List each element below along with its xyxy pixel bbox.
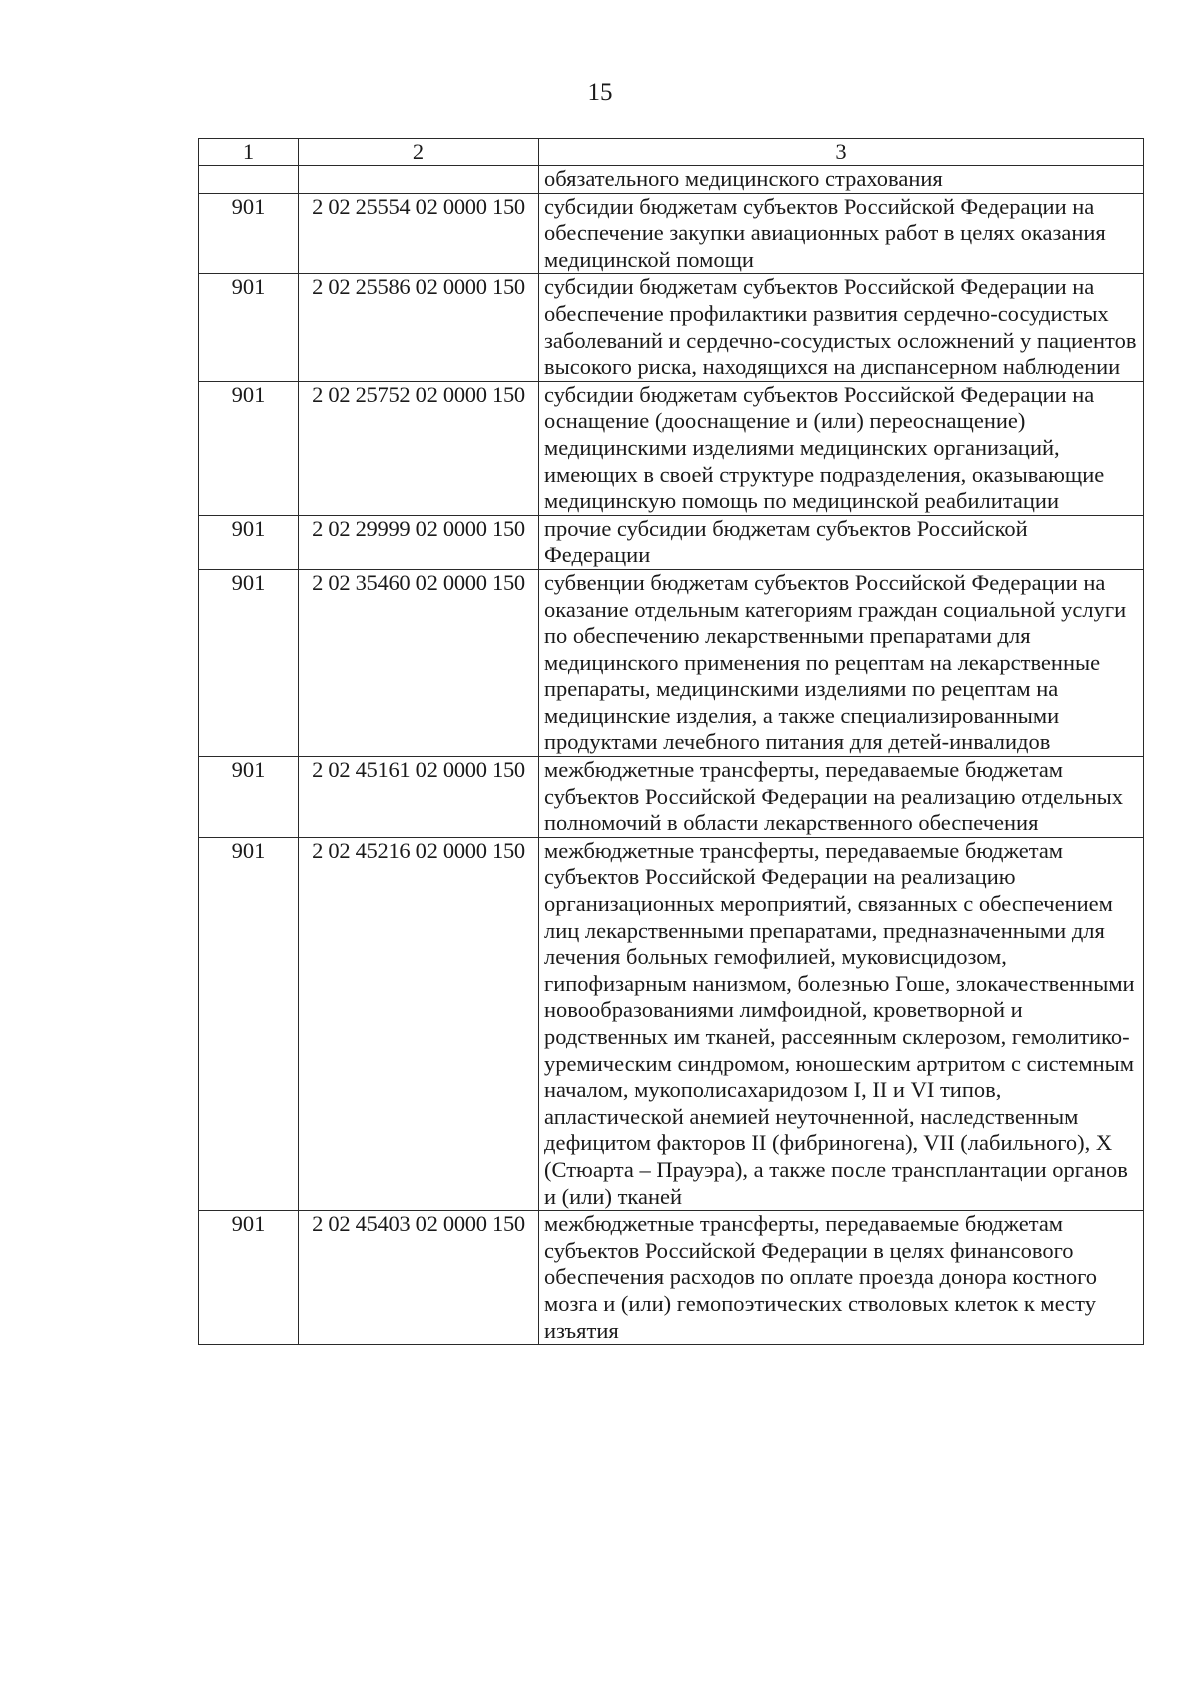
admin-cell: 901	[199, 569, 299, 756]
admin-cell: 901	[199, 515, 299, 569]
revenue-codes-table	[198, 138, 1144, 1345]
column-header-3: 3	[539, 139, 1144, 166]
continuation-row	[199, 166, 1144, 194]
description-cell: прочие субсидии бюджетам субъектов Российской Федерации	[539, 515, 1144, 569]
description-cell: субсидии бюджетам субъектов Российской Федерации на оснащение (дооснащение и (или) переоснащение) медицинскими изделиями медицинских организаций, имеющих в своей структуре подразделения, оказывающие медицинскую помощь по медицинской реабилитации	[539, 381, 1144, 515]
table-row	[199, 569, 1144, 756]
column-header-2: 2	[299, 139, 539, 166]
code-cell: 2 02 35460 02 0000 150	[299, 569, 539, 756]
description-cell: обязательного медицинского страхования	[539, 166, 1144, 194]
table-row	[199, 381, 1144, 515]
table-row	[199, 193, 1144, 274]
admin-cell: 901	[199, 757, 299, 838]
code-cell	[299, 166, 539, 194]
table-row	[199, 837, 1144, 1210]
admin-cell: 901	[199, 193, 299, 274]
column-header-1: 1	[199, 139, 299, 166]
admin-cell: 901	[199, 381, 299, 515]
description-cell: субсидии бюджетам субъектов Российской Федерации на обеспечение профилактики развития сердечно-сосудистых заболеваний и сердечно-сосудистых осложнений у пациентов высокого риска, находящихся на диспансерном наблюдении	[539, 274, 1144, 381]
table-row	[199, 757, 1144, 838]
code-cell: 2 02 25554 02 0000 150	[299, 193, 539, 274]
description-cell: субсидии бюджетам субъектов Российской Федерации на обеспечение закупки авиационных работ в целях оказания медицинской помощи	[539, 193, 1144, 274]
description-cell: межбюджетные трансферты, передаваемые бюджетам субъектов Российской Федерации на реализацию отдельных полномочий в области лекарственного обеспечения	[539, 757, 1144, 838]
code-cell: 2 02 45161 02 0000 150	[299, 757, 539, 838]
admin-cell: 901	[199, 274, 299, 381]
description-cell: субвенции бюджетам субъектов Российской Федерации на оказание отдельным категориям граждан социальной услуги по обеспечению лекарственными препаратами для медицинского применения по рецептам на лекарственные препараты, медицинскими изделиями по рецептам на медицинские изделия, а также специализированными продуктами лечебного питания для детей-инвалидов	[539, 569, 1144, 756]
page-number: 15	[587, 79, 613, 106]
code-cell: 2 02 25752 02 0000 150	[299, 381, 539, 515]
admin-cell	[199, 166, 299, 194]
code-cell: 2 02 45216 02 0000 150	[299, 837, 539, 1210]
code-cell: 2 02 29999 02 0000 150	[299, 515, 539, 569]
table-row	[199, 515, 1144, 569]
table-row	[199, 1211, 1144, 1345]
table-row	[199, 274, 1144, 381]
description-cell: межбюджетные трансферты, передаваемые бюджетам субъектов Российской Федерации на реализацию организационных мероприятий, связанных с обеспечением лиц лекарственными препаратами, предназначенными для лечения больных гемофилией, муковисцидозом, гипофизарным нанизмом, болезнью Гоше, злокачественными новообразованиями лимфоидной, кроветворной и родственных им тканей, рассеянным склерозом, гемолитико-уремическим синдромом, юношеским артритом с системным началом, мукополисахаридозом I, II и VI типов, апластической анемией неуточненной, наследственным дефицитом факторов II (фибриногена), VII (лабильного), X (Стюарта – Прауэра), а также после трансплантации органов и (или) тканей	[539, 837, 1144, 1210]
admin-cell: 901	[199, 1211, 299, 1345]
admin-cell: 901	[199, 837, 299, 1210]
code-cell: 2 02 25586 02 0000 150	[299, 274, 539, 381]
code-cell: 2 02 45403 02 0000 150	[299, 1211, 539, 1345]
description-cell: межбюджетные трансферты, передаваемые бюджетам субъектов Российской Федерации в целях финансового обеспечения расходов по оплате проезда донора костного мозга и (или) гемопоэтических стволовых клеток к месту изъятия	[539, 1211, 1144, 1345]
table-header-row	[199, 139, 1144, 166]
